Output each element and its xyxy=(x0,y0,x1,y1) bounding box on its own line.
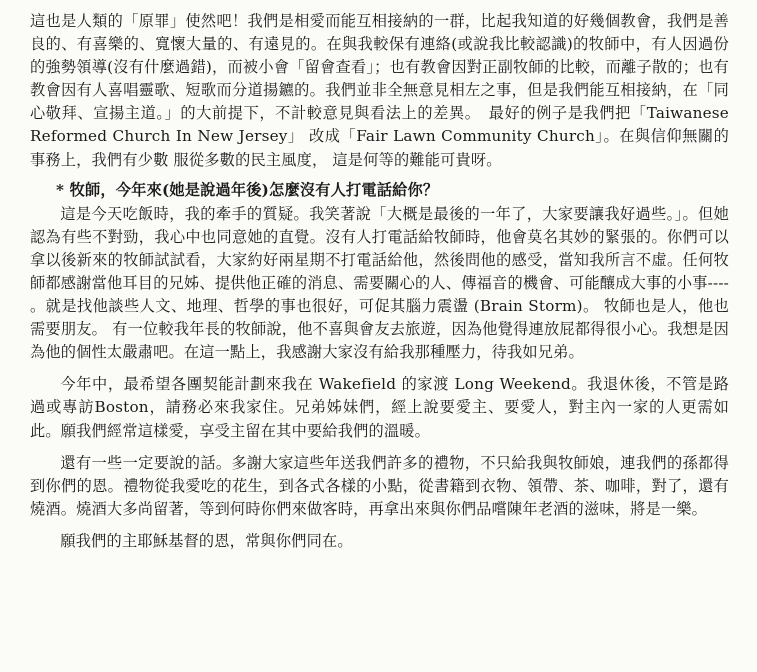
paragraph-question-heading: * 牧師，今年來(她是說過年後)怎麼沒有人打電話給你？ xyxy=(56,180,439,199)
paragraph-phone-calls: 這是今天吃飯時，我的牽手的質疑。我笑著說「大概是最後的一年了，大家要讓我好過些。」。但她認為有些不對勁，我心中也同意她的直覺。沒有人打電話給牧師時，他會莫名其妙的緊張的。你們可以拿以後新來的牧師試試看，大家約好兩星期不打電話給他，然後問他的感受，當知我所言不虛。任何牧師都感謝當他耳目的兄姊、提供他正確的消息、需要關心的人、傳福音的機會、可能釀成大事的小事---- 。就是找他談些人文、地理、哲學的事也很好，可促其腦力震盪 (Brain Storm)。 牧師也是人，他也需要朋友。 有一位較我年長的牧師說，他不喜與會友去旅遊，因為他覺得連放屁都得很小心。我想是因為他的個性太嚴肅吧。在這一點上，我感謝大家沒有給我那種壓力，待我如兄弟。 xyxy=(30,204,729,362)
paragraph-church-acceptance: 這也是人類的「原罪」使然吧！我們是相愛而能互相接納的一群，比起我知道的好幾個教會，我們是善良的、有喜樂的、寬懷大量的、有遠見的。在與我較保有連絡(或說我比較認識)的牧師中，有人因過份的強勢領導(沒有什麼過錯)，而被小會「留會查看」；也有教會因對正副牧師的比較，而離子散的；也有教會因有人喜唱靈歌、短歌而分道揚鑣的。我們並非全無意見相左之事，但是我們能互相接納，在「同心敬拜、宣揚主道。」的大前提下，不計較意見與看法上的差異。 最好的例子是我們把「Taiwanese Reformed Church In New Jersey」 改成「Fair Lawn Community Church」。在與信仰無關的事務上，我們有少數 服從多數的民主風度， 這是何等的難能可貴呀。 xyxy=(30,12,729,169)
paragraph-gifts-thanks: 還有一些一定要說的話。多謝大家這些年送我們許多的禮物，不只給我與牧師娘，連我們的孫都得到你們的恩。禮物從我愛吃的花生，到各式各樣的小點，從書籍到衣物、領帶、茶、咖啡，對了，還有燒酒。燒酒大多尚留著，等到何時你們來做客時，再拿出來與你們品嚐陳年老酒的滋味，將是一樂。 xyxy=(30,453,729,518)
paragraph-blessing: 願我們的主耶穌基督的恩，常與你們同在。 xyxy=(60,531,353,550)
paragraph-wakefield-invitation: 今年中，最希望各團契能計劃來我在 Wakefield 的家渡 Long Weekend。我退休後，不管是路過或專訪Boston，請務必來我家住。兄弟姊妹們，經上說要愛主、要愛人，對主內一家的人更需如此。願我們經常這樣愛，享受主留在其中要給我們的溫暖。 xyxy=(30,375,729,440)
